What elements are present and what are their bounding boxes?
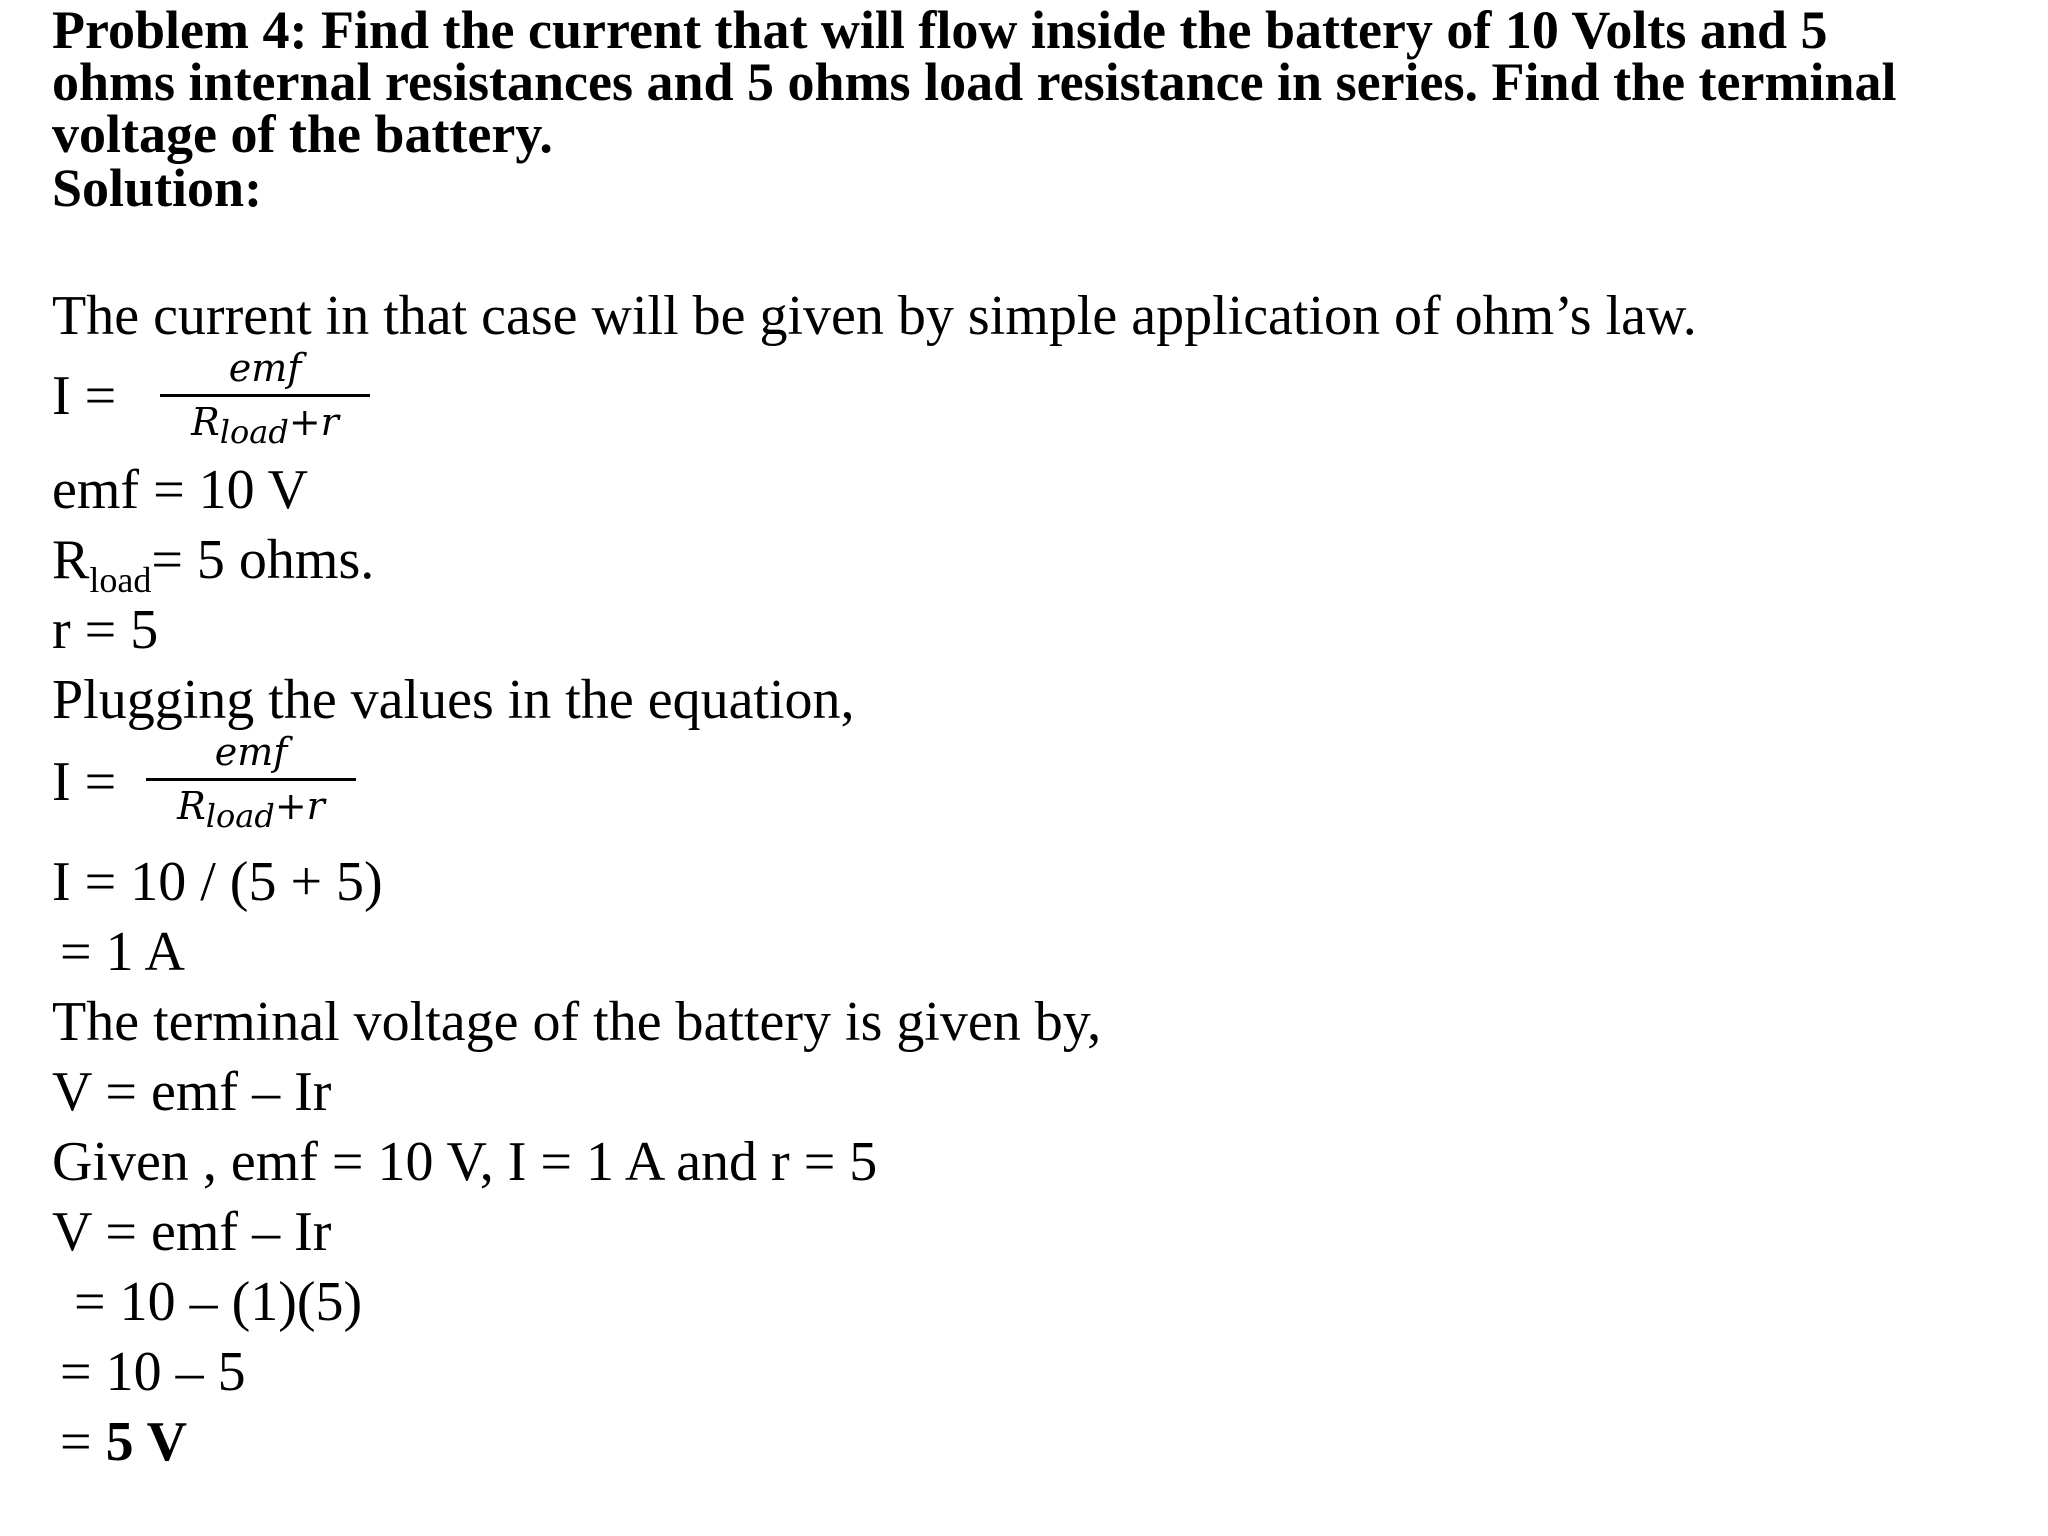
eq2-numerator: emf (146, 730, 356, 781)
solution-heading: Solution: (52, 158, 263, 218)
given-all-line: Given , emf = 10 V, I = 1 A and r = 5 (52, 1131, 878, 1193)
given-r: r = 5 (52, 599, 159, 661)
eq1-lhs: I = (52, 365, 117, 427)
eq1-numerator: emf (160, 346, 370, 397)
eq2-fraction (146, 730, 356, 841)
problem-line-2: ohms internal resistances and 5 ohms load resistance in series. Find the terminal (52, 52, 1897, 112)
final-value: 5 V (105, 1411, 188, 1473)
formula-line-2: V = emf – Ir (52, 1201, 332, 1263)
eq2-den-sub: load (205, 797, 275, 835)
calc-line-1: I = 10 / (5 + 5) (52, 851, 383, 913)
rload-base: R (52, 529, 90, 591)
eq2-denominator (146, 781, 356, 841)
eq1-den-sub: load (219, 413, 289, 451)
terminal-intro: The terminal voltage of the battery is given by, (52, 991, 1102, 1053)
eq1-den-tail: +r (288, 400, 339, 444)
step-line-1: = 10 – (1)(5) (74, 1271, 363, 1333)
rload-sub: load (89, 560, 152, 600)
given-rload (52, 530, 374, 610)
calc-line-2: = 1 A (60, 921, 185, 983)
formula-line: V = emf – Ir (52, 1061, 332, 1123)
problem-line-3: voltage of the battery. (52, 104, 553, 164)
eq2-den-base: R (177, 784, 206, 828)
plugging-text: Plugging the values in the equation, (52, 669, 855, 731)
eq1-fraction (160, 346, 370, 457)
step-line-2: = 10 – 5 (60, 1341, 246, 1403)
rload-rest: = 5 ohms. (151, 529, 375, 591)
eq1-den-base: R (191, 400, 220, 444)
final-answer (60, 1412, 187, 1472)
problem-line-1: Problem 4: Find the current that will flow inside the battery of 10 Volts and 5 (52, 0, 1828, 60)
solution-intro: The current in that case will be given by simple application of ohm’s law. (52, 285, 1697, 347)
eq2-den-tail: +r (274, 784, 325, 828)
final-equals: = (60, 1411, 106, 1473)
given-emf: emf = 10 V (52, 459, 309, 521)
eq1-denominator (160, 397, 370, 457)
eq2-lhs: I = (52, 751, 117, 813)
